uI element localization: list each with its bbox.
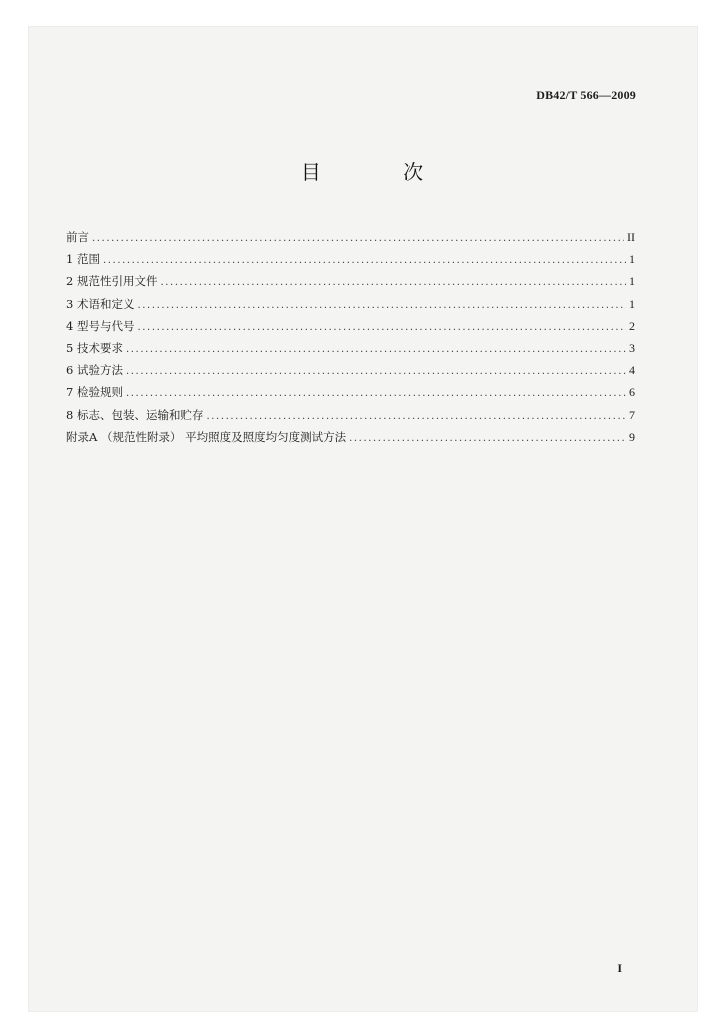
- toc-entry-label: 前言: [66, 230, 89, 244]
- toc-entry-label: 4 型号与代号: [66, 318, 135, 333]
- toc-leader-dots: [103, 250, 626, 272]
- toc-entry-label: 7 检验规则: [66, 385, 123, 400]
- toc-entry-scope[interactable]: [66, 248, 635, 270]
- toc-leader-dots: [126, 361, 626, 383]
- toc-entry-label: 3 术语和定义: [66, 296, 135, 311]
- toc-entry-page: 4: [629, 363, 635, 378]
- toc-leader-dots: [137, 317, 626, 339]
- toc-entry-page: 1: [629, 274, 635, 289]
- toc-entry-page: 1: [629, 296, 635, 311]
- standard-code: DB42/T 566—2009: [536, 88, 636, 102]
- toc-entry-inspection-rules[interactable]: [66, 381, 635, 403]
- toc-entry-page: 3: [629, 340, 635, 355]
- toc-leader-dots: [349, 428, 626, 450]
- toc-entry-label: 8 标志、包装、运输和贮存: [66, 407, 204, 422]
- toc-title: 目 次: [300, 160, 462, 184]
- toc-entry-label: 1 范围: [66, 252, 100, 267]
- toc-entry-label: 2 规范性引用文件: [66, 274, 158, 289]
- toc-entry-label: 附录A （规范性附录） 平均照度及照度均匀度测试方法: [66, 429, 347, 444]
- toc-entry-models-codes[interactable]: [66, 315, 635, 337]
- toc-entry-label: 6 试验方法: [66, 363, 123, 378]
- toc-leader-dots: [137, 295, 626, 317]
- page-number: I: [617, 961, 622, 975]
- toc-entry-page: 9: [629, 429, 635, 444]
- toc-entry-page: 6: [629, 385, 635, 400]
- toc-entry-test-methods[interactable]: [66, 359, 635, 381]
- toc-entry-label: 5 技术要求: [66, 340, 123, 355]
- toc-leader-dots: [126, 339, 626, 361]
- toc-list: [66, 226, 635, 448]
- toc-entry-marking-packaging[interactable]: [66, 404, 635, 426]
- toc-entry-normative-references[interactable]: [66, 270, 635, 292]
- toc-entry-page: 7: [629, 407, 635, 422]
- toc-leader-dots: [92, 228, 624, 250]
- toc-entry-terms-definitions[interactable]: [66, 293, 635, 315]
- toc-entry-page: II: [627, 230, 635, 244]
- toc-entry-technical-requirements[interactable]: [66, 337, 635, 359]
- toc-leader-dots: [206, 406, 626, 428]
- toc-entry-foreword[interactable]: [66, 226, 635, 248]
- toc-entry-page: 2: [629, 318, 635, 333]
- toc-entry-appendix-a[interactable]: [66, 426, 635, 448]
- toc-entry-page: 1: [629, 252, 635, 267]
- toc-leader-dots: [126, 383, 626, 405]
- toc-leader-dots: [160, 272, 626, 294]
